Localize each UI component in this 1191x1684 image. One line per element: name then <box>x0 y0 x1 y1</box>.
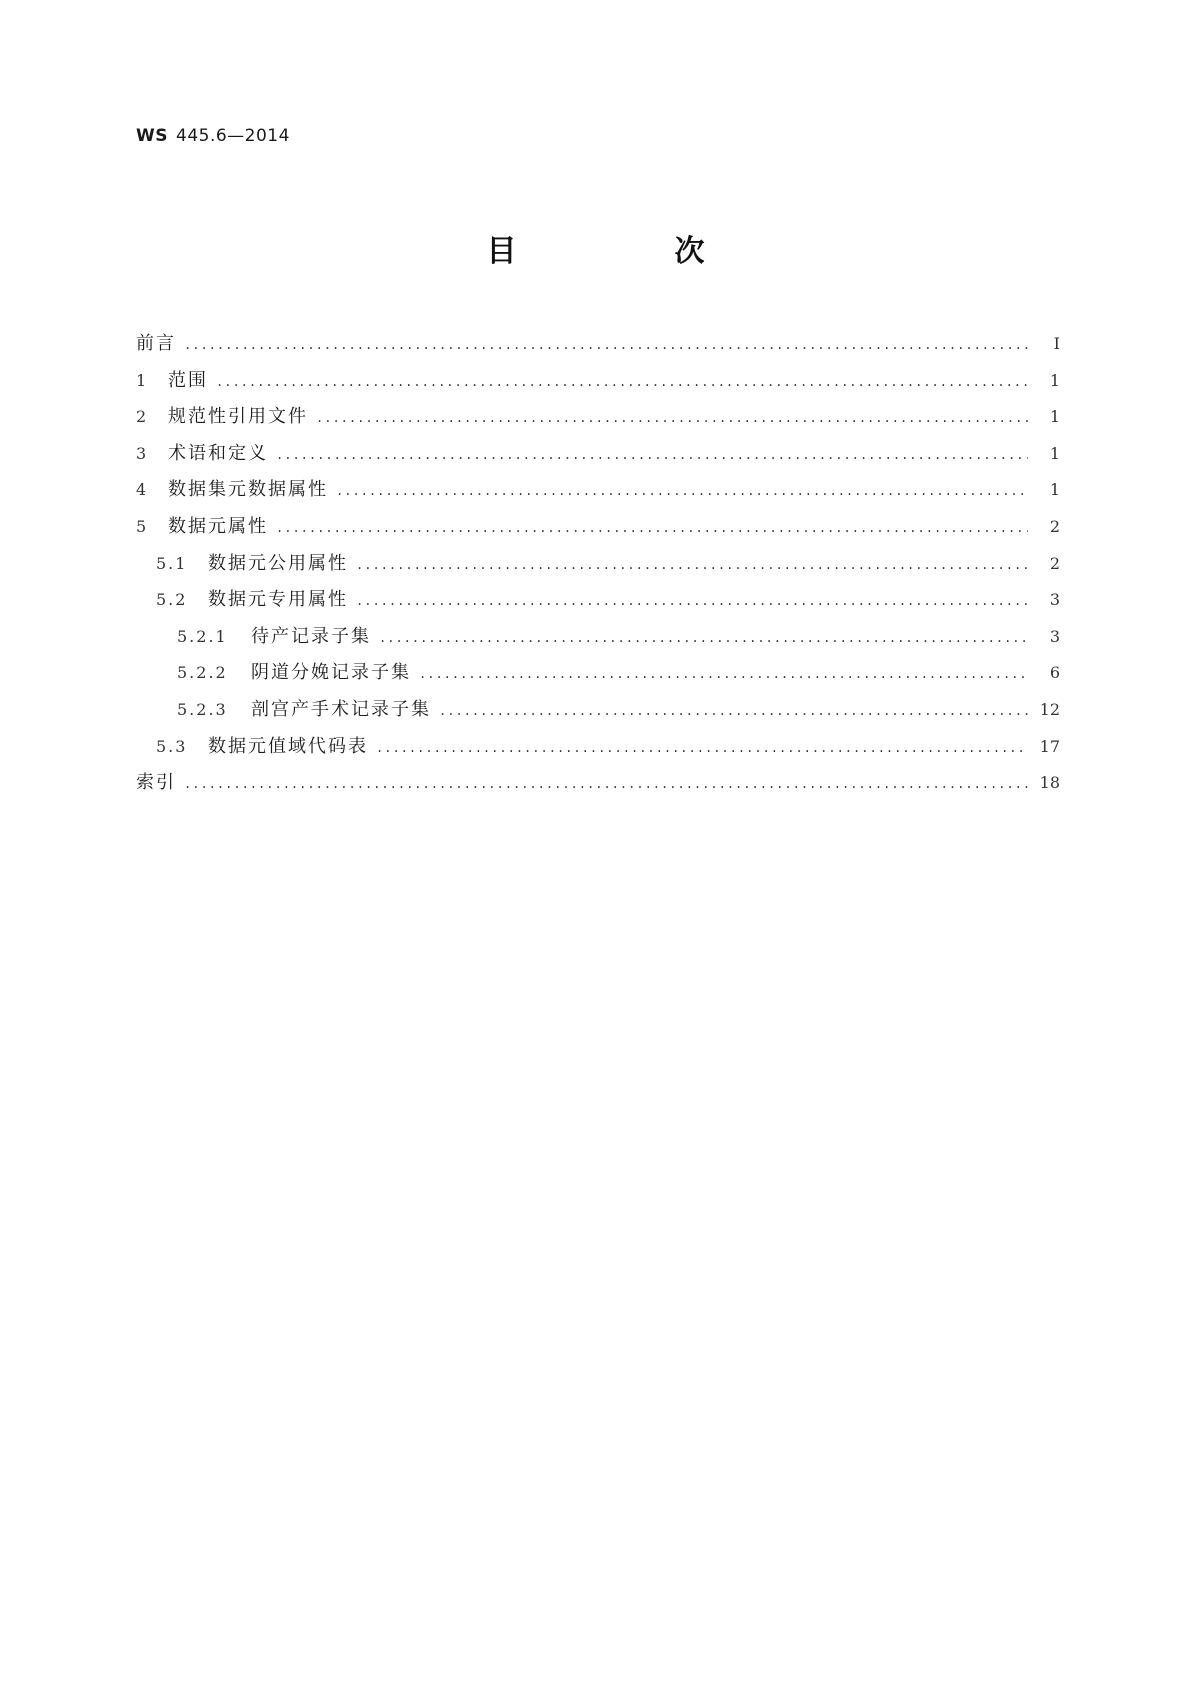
toc-entry-number: 2 <box>136 407 149 427</box>
toc-entry-label: 数据元属性 <box>168 515 268 537</box>
toc-entry[interactable] <box>136 546 1060 583</box>
toc-entry[interactable] <box>136 655 1060 692</box>
toc-entry-page: 1 <box>1049 407 1060 427</box>
toc-entry-number: 5.2.3 <box>177 699 228 719</box>
toc-title: 目 次 <box>486 234 769 269</box>
toc-entry-page: 1 <box>1049 480 1060 500</box>
toc-entry-label: 规范性引用文件 <box>168 406 308 428</box>
toc-entry-number: 5 <box>136 516 149 536</box>
toc-entry-number: 5.2.2 <box>177 663 228 683</box>
toc-entry-page: 17 <box>1039 736 1060 756</box>
toc-entry-label: 范围 <box>168 369 208 391</box>
toc-entry-page: 3 <box>1049 626 1060 646</box>
toc-dot-leader <box>316 400 1028 437</box>
toc-entry-page: 3 <box>1049 590 1060 610</box>
standard-number: 445.6—2014 <box>176 126 290 146</box>
toc-entry[interactable] <box>136 399 1060 436</box>
toc-dot-leader <box>276 437 1028 474</box>
toc-entry[interactable] <box>136 509 1060 546</box>
toc-entry-page: 1 <box>1049 370 1060 390</box>
toc-dot-leader <box>356 583 1028 620</box>
toc-entry-page: 18 <box>1039 773 1060 793</box>
toc-entry-page: 12 <box>1039 699 1060 719</box>
toc-dot-leader <box>184 327 1028 364</box>
toc-entry-label: 数据元专用属性 <box>208 589 348 611</box>
toc-dot-leader <box>356 547 1028 584</box>
toc-entry-label: 阴道分娩记录子集 <box>251 662 411 684</box>
toc-entry-number: 5.1 <box>156 553 188 573</box>
standard-code <box>136 126 290 146</box>
toc-dot-leader <box>376 730 1028 767</box>
toc-entry-number: 5.2 <box>156 590 188 610</box>
toc-entry-number: 4 <box>136 480 149 500</box>
toc-entry-label: 剖宫产手术记录子集 <box>251 698 431 720</box>
toc-entry[interactable] <box>136 729 1060 766</box>
toc-entry[interactable] <box>136 363 1060 400</box>
toc-entry-number: 1 <box>136 370 149 390</box>
toc-entry-label: 数据集元数据属性 <box>168 479 328 501</box>
toc-entry-page: 2 <box>1049 516 1060 536</box>
toc-entry-label: 数据元值域代码表 <box>208 735 368 757</box>
toc-entry-number: 5.3 <box>156 736 188 756</box>
toc-entry-label: 前言 <box>136 333 176 354</box>
table-of-contents <box>136 326 1060 802</box>
toc-entry[interactable] <box>136 582 1060 619</box>
toc-dot-leader <box>439 693 1028 730</box>
toc-entry-label: 待产记录子集 <box>251 625 371 647</box>
toc-entry-label: 术语和定义 <box>168 442 268 464</box>
toc-entry[interactable] <box>136 619 1060 656</box>
toc-entry-page: 2 <box>1049 553 1060 573</box>
toc-entry[interactable] <box>136 326 1060 363</box>
toc-dot-leader <box>184 766 1028 803</box>
toc-dot-leader <box>336 473 1028 510</box>
toc-entry-label: 数据元公用属性 <box>208 552 348 574</box>
toc-dot-leader <box>216 364 1028 401</box>
toc-dot-leader <box>379 620 1028 657</box>
toc-dot-leader <box>276 510 1028 547</box>
toc-entry-page: 1 <box>1049 443 1060 463</box>
standard-prefix: WS <box>136 126 168 146</box>
toc-entry-number: 5.2.1 <box>177 626 228 646</box>
toc-entry-page: Ⅰ <box>1053 334 1060 353</box>
toc-entry-page: 6 <box>1049 663 1060 683</box>
toc-entry[interactable] <box>136 692 1060 729</box>
toc-entry[interactable] <box>136 472 1060 509</box>
toc-entry-label: 索引 <box>136 772 176 794</box>
toc-entry[interactable] <box>136 765 1060 802</box>
toc-dot-leader <box>419 656 1028 693</box>
toc-entry[interactable] <box>136 436 1060 473</box>
toc-entry-number: 3 <box>136 443 149 463</box>
